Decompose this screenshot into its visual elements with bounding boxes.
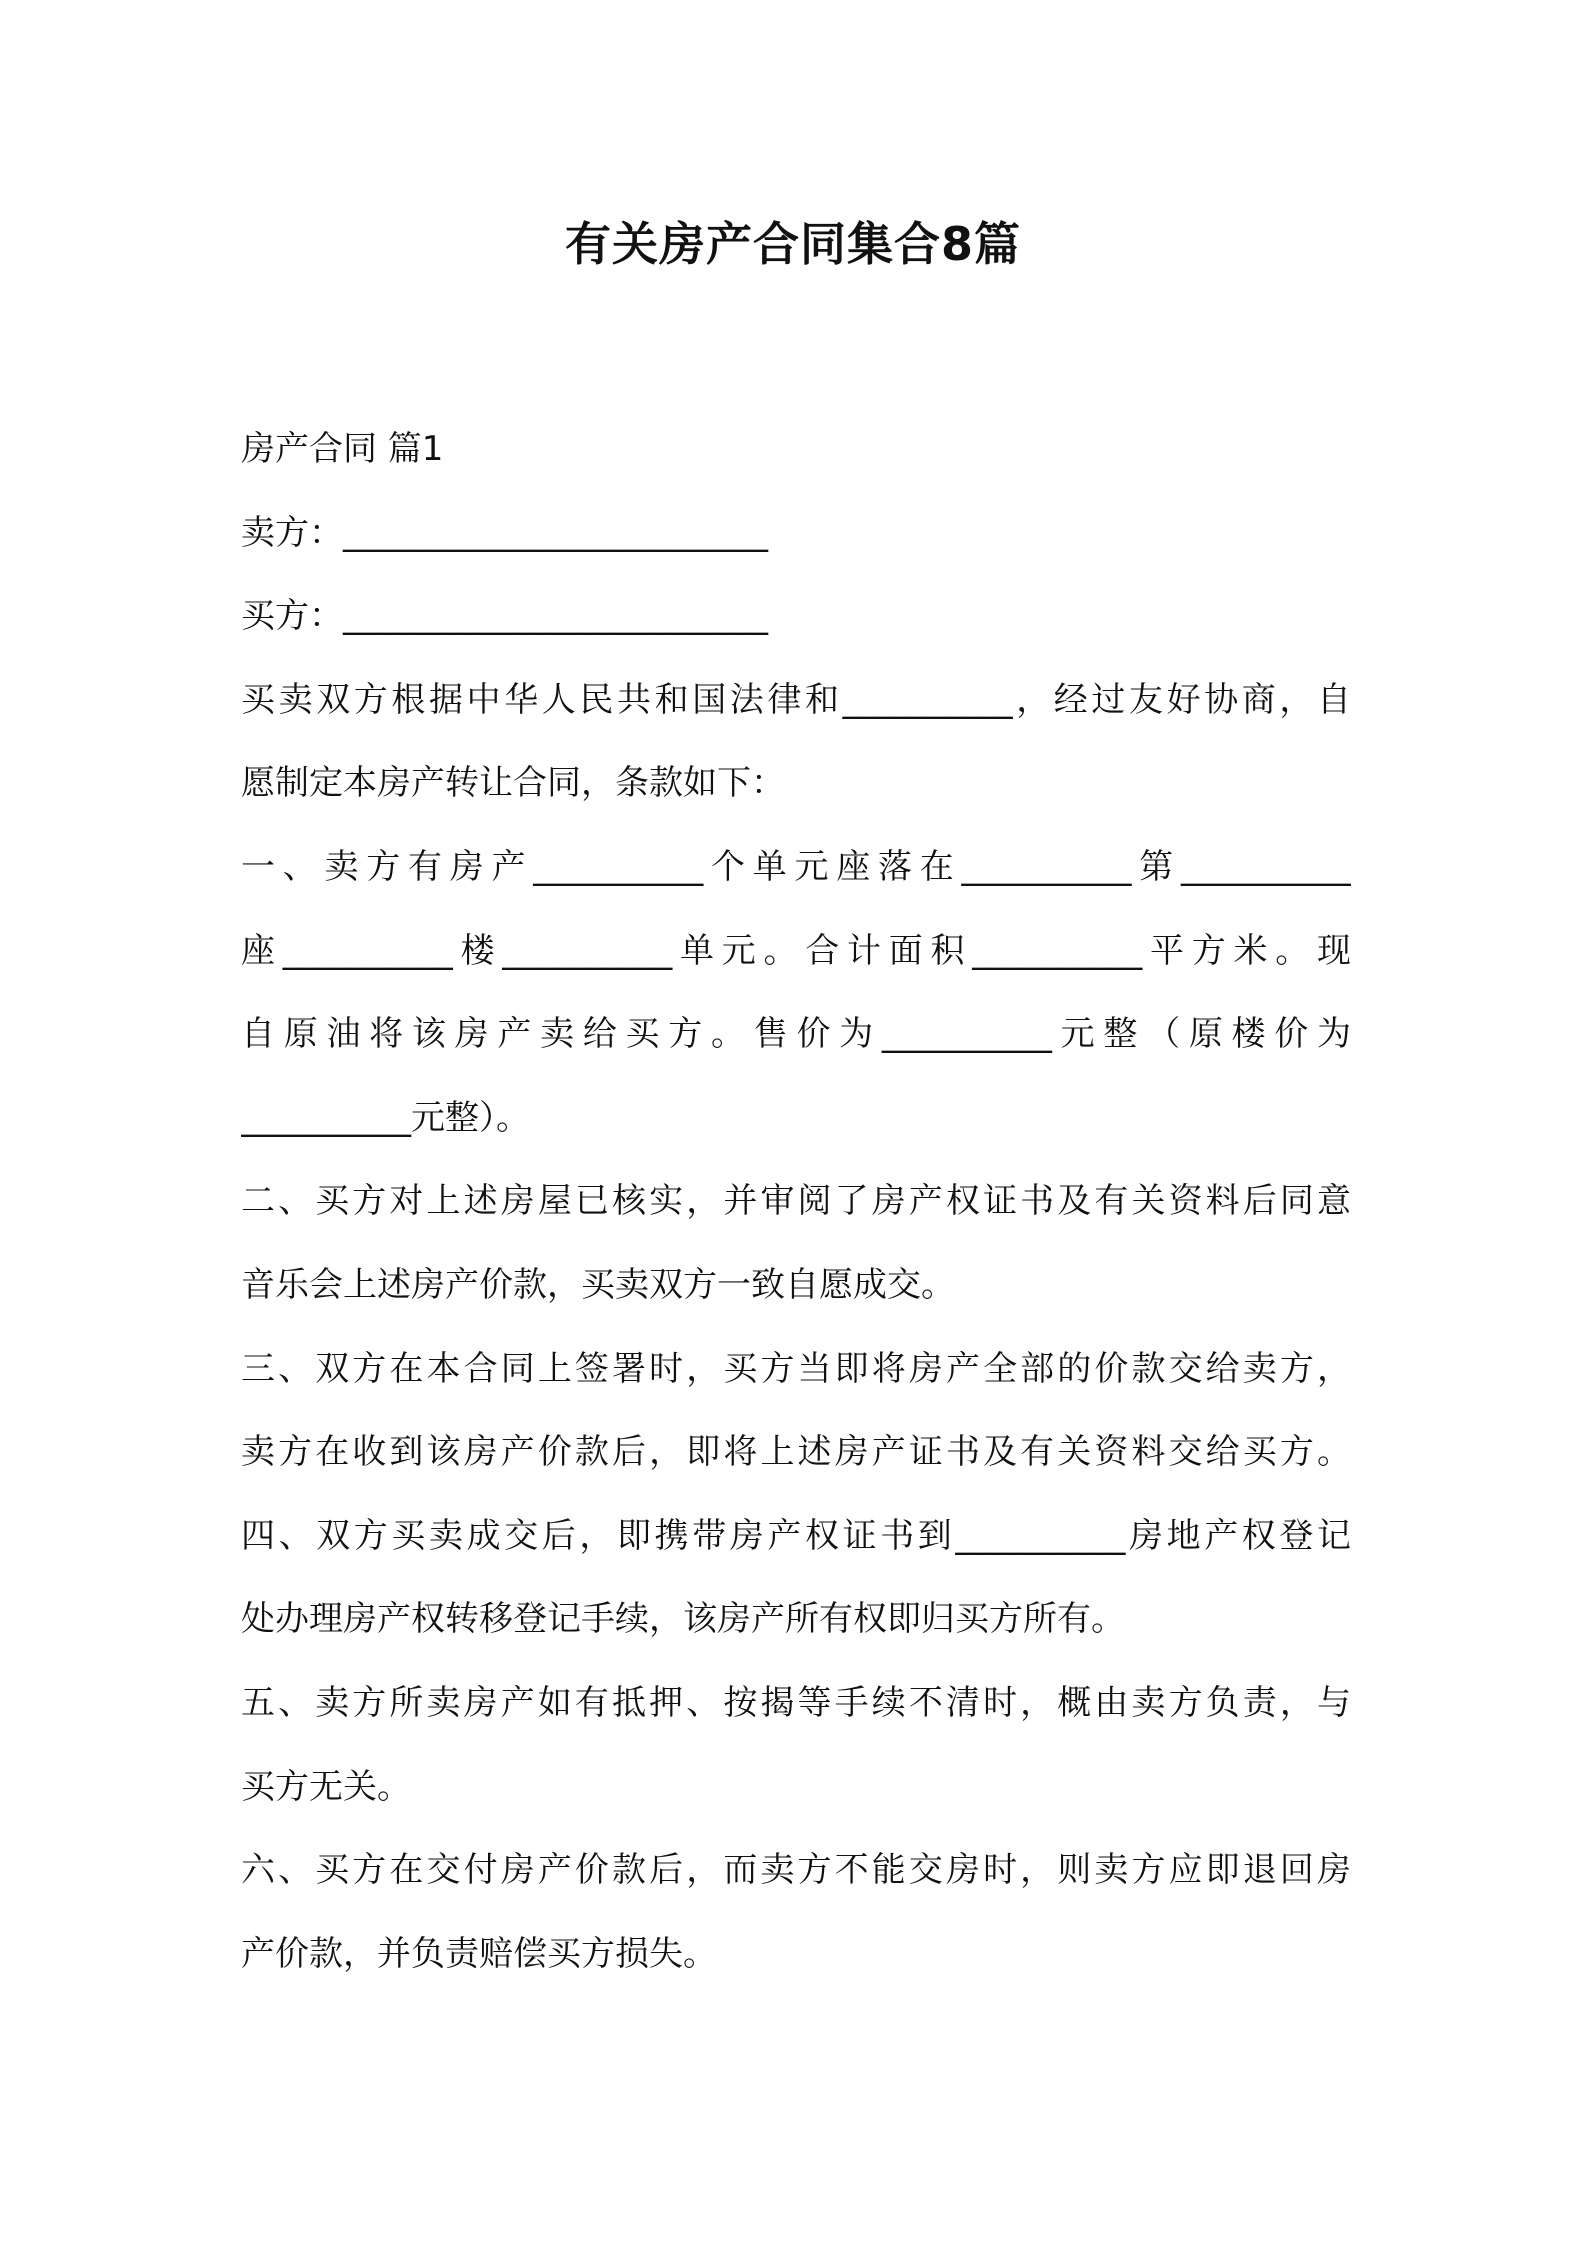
clause-5-line: 五、卖方所卖房产如有抵押、按揭等手续不清时，概由卖方负责，与	[241, 1682, 1351, 1723]
clause-5-line: 买方无关。	[241, 1766, 411, 1807]
document-title: 有关房产合同集合8篇	[564, 217, 1021, 271]
clause-2-line: 二、买方对上述房屋已核实，并审阅了房产权证书及有关资料后同意	[241, 1181, 1351, 1222]
clause-1-line: 座__________楼__________单元。合计面积__________平方米。现	[241, 930, 1351, 971]
paragraph-line: 愿制定本房产转让合同，条款如下：	[241, 763, 785, 804]
clause-3-line: 三、双方在本合同上签署时，买方当即将房产全部的价款交给卖方，	[241, 1348, 1351, 1389]
clause-4-line: 四、双方买卖成交后，即携带房产权证书到__________房地产权登记	[241, 1515, 1351, 1556]
section-heading: 房产合同 篇1	[241, 429, 444, 469]
document-body	[241, 408, 1351, 1996]
clause-2-line: 音乐会上述房产价款，买卖双方一致自愿成交。	[241, 1264, 955, 1305]
clause-4-line: 处办理房产权转移登记手续，该房产所有权即归买方所有。	[241, 1599, 1125, 1640]
clause-3-line: 卖方在收到该房产价款后，即将上述房产证书及有关资料交给买方。	[241, 1432, 1351, 1473]
seller-line: 卖方：_________________________	[241, 512, 768, 553]
paragraph-line: 买卖双方根据中华人民共和国法律和__________，经过友好协商，自	[241, 679, 1351, 720]
clause-1-line: 一、卖方有房产__________个单元座落在__________第__________	[241, 846, 1351, 887]
clause-1-line: 自原油将该房产卖给买方。售价为__________元整（原楼价为	[241, 1014, 1351, 1055]
buyer-line: 买方：_________________________	[241, 596, 768, 637]
clause-1-line: __________元整）。	[241, 1097, 530, 1138]
clause-6-line: 六、买方在交付房产价款后，而卖方不能交房时，则卖方应即退回房	[241, 1850, 1351, 1891]
clause-6-line: 产价款，并负责赔偿买方损失。	[241, 1933, 717, 1974]
